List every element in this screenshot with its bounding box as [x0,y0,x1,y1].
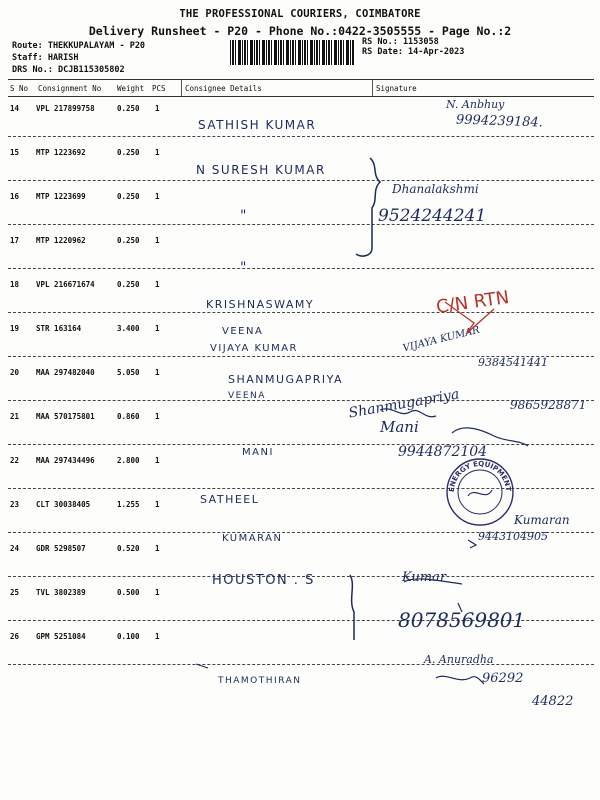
row-consignment-no: MTP 1220962 [36,236,86,245]
row-pcs: 1 [155,412,160,421]
hand-consignee-20b: VEENA [228,391,266,401]
hand-phone-16: 9524244241 [378,206,487,226]
row-sno: 25 [10,588,20,597]
hand-consignee-22: SATHEEL [200,493,260,506]
hand-consignee-24: HOUSTON . S [212,573,315,588]
col-sno: S No [10,84,29,93]
hand-consignee-20a: SHANMUGAPRIYA [228,373,344,386]
row-sno: 21 [10,412,20,421]
hand-phone-26b: 44822 [532,694,574,709]
hand-signature-20: Shanmugapriya [347,386,461,422]
company-stamp [440,452,520,532]
hand-phone-21: 9944872104 [398,444,488,460]
row-weight: 0.250 [117,280,140,289]
row-pcs: 1 [155,632,160,641]
row-consignment-no: GDR 5298507 [36,544,86,553]
hand-consignee-19b: VIJAYA KUMAR [210,343,299,354]
hand-signature-14: N. Anbhuy [446,98,505,111]
row-weight: 0.500 [117,588,140,597]
row-sno: 19 [10,324,20,333]
hand-phone-23: 9443104905 [478,530,548,543]
row-sno: 15 [10,148,20,157]
row-consignment-no: MAA 297434496 [36,456,95,465]
row-weight: 0.250 [117,236,140,245]
row-pcs: 1 [155,368,160,377]
col-consignment: Consignment No [38,84,102,93]
row-consignment-no: VPL 216671674 [36,280,95,289]
row-consignment-no: TVL 3802389 [36,588,86,597]
hand-phone-14: 9994239184. [455,112,544,131]
hand-phone-20: 9865928871 [510,398,587,412]
hand-note-18: C/N RTN [434,286,511,319]
row-weight: 0.520 [117,544,140,553]
company-title: THE PROFESSIONAL COURIERS, COIMBATORE [179,8,421,20]
drs-number: DRS No.: DCJB115305802 [12,65,125,75]
hand-phone-19: 9384541441 [478,356,548,369]
stamp-text: ENERGY EQUIPMENT [447,459,513,493]
row-sno: 22 [10,456,20,465]
row-weight: 5.050 [117,368,140,377]
row-consignment-no: GPM 5251084 [36,632,86,641]
row-weight: 2.800 [117,456,140,465]
hand-signature-21: Mani [380,418,419,436]
row-sno: 23 [10,500,20,509]
row-pcs: 1 [155,544,160,553]
row-pcs: 1 [155,280,160,289]
staff-label: Staff: HARISH [12,53,79,63]
row-pcs: 1 [155,500,160,509]
hand-phone-25: 8078569801 [398,608,526,632]
hand-consignee-14: SATHISH KUMAR [198,118,317,132]
hand-consignee-23: KUMARAN [222,533,283,544]
col-consignee: Consignee Details [185,84,262,93]
row-pcs: 1 [155,104,160,113]
row-sno: 20 [10,368,20,377]
hand-phone-26a: 96292 [482,671,524,686]
row-weight: 3.400 [117,324,140,333]
row-pcs: 1 [155,192,160,201]
hand-consignee-18: KRISHNASWAMY [206,298,315,311]
row-sno: 26 [10,632,20,641]
col-pcs: PCS [152,84,166,93]
row-sno: 16 [10,192,20,201]
row-sno: 18 [10,280,20,289]
svg-text:ENERGY EQUIPMENT [448,460,512,492]
row-consignment-no: STR 163164 [36,324,82,333]
hand-signature-23: Kumaran [514,513,570,527]
runsheet-subtitle: Delivery Runsheet - P20 - Phone No.:0422-3505555 - Page No.:2 [88,24,512,38]
hand-consignee-26: THAMOTHIRAN [218,676,302,686]
row-sno: 17 [10,236,20,245]
row-consignment-no: VPL 217899758 [36,104,95,113]
row-pcs: 1 [155,236,160,245]
hand-ditto-17: " [240,260,247,276]
route-label: Route: THEKKUPALAYAM - P20 [12,41,146,51]
row-pcs: 1 [155,324,160,333]
hand-signature-19: VIJAYA KUMAR [401,324,481,355]
col-weight: Weight [117,84,145,93]
hand-signature-26a: A. Anuradha [424,653,494,666]
row-weight: 0.250 [117,104,140,113]
row-consignment-no: CLT 30038405 [36,500,91,509]
row-sno: 14 [10,104,20,113]
row-weight: 1.255 [117,500,140,509]
row-weight: 0.100 [117,632,140,641]
rs-number: RS No.: 1153058 [362,37,439,47]
hand-signature-24: Kumar [402,570,447,585]
row-sno: 24 [10,544,20,553]
rs-date: RS Date: 14-Apr-2023 [362,47,465,57]
row-consignment-no: MTP 1223699 [36,192,86,201]
row-consignment-no: MAA 297482040 [36,368,95,377]
row-pcs: 1 [155,148,160,157]
row-pcs: 1 [155,456,160,465]
row-weight: 0.250 [117,148,140,157]
row-consignment-no: MAA 570175801 [36,412,95,421]
row-weight: 0.250 [117,192,140,201]
hand-ditto-16: " [240,208,247,224]
col-signature: Signature [376,84,417,93]
row-weight: 0.860 [117,412,140,421]
hand-consignee-19a: VEENA [222,326,264,337]
hand-consignee-21: MANI [242,447,274,458]
row-consignment-no: MTP 1223692 [36,148,86,157]
hand-signature-16: Dhanalakshmi [392,182,479,196]
row-pcs: 1 [155,588,160,597]
hand-consignee-15: N SURESH KUMAR [196,163,326,177]
